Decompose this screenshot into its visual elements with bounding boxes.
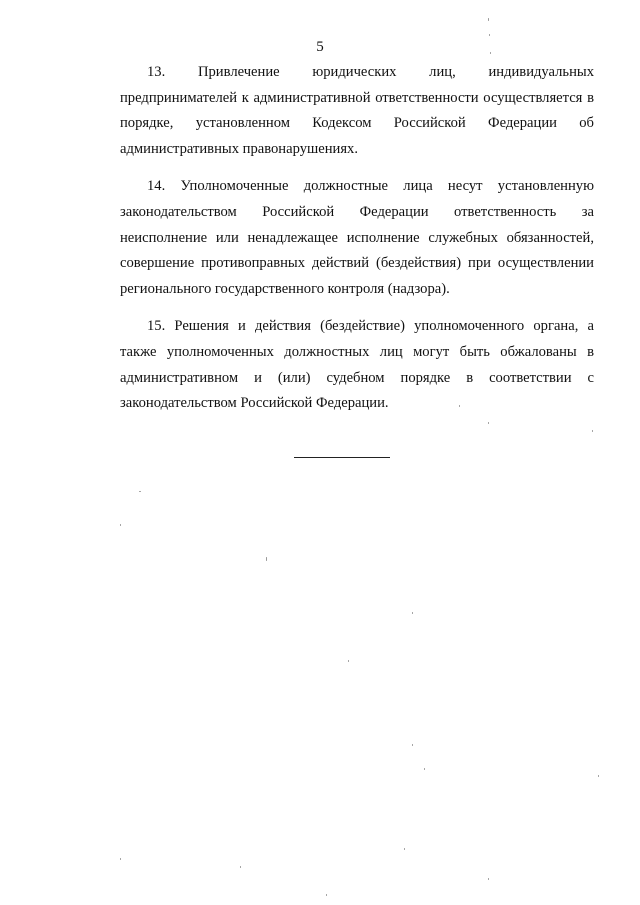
scan-speck [348, 660, 349, 662]
scan-speck [139, 491, 141, 492]
scan-speck [489, 34, 490, 36]
scan-speck [404, 848, 405, 850]
scan-speck [424, 768, 425, 770]
scan-speck [120, 524, 121, 526]
scan-speck [488, 422, 489, 424]
page-number: 5 [316, 39, 324, 55]
scan-speck [598, 775, 599, 777]
scan-speck [412, 612, 413, 614]
scan-speck [120, 858, 121, 860]
end-separator-line [294, 457, 390, 458]
paragraph-13: 13. Привлечение юридических лиц, индивидуальных предпринимателей к административной ответственности осуществляется в порядке, установленном Кодексом Российской Федерации об административных правонарушениях. [120, 64, 594, 157]
scan-speck [592, 430, 593, 432]
paragraph-15: 15. Решения и действия (бездействие) уполномоченного органа, а также уполномоченных должностных лиц могут быть обжалованы в административном и (или) судебном порядке в соответствии с законодательством Российской Федерации. [120, 318, 594, 412]
scan-speck [326, 894, 327, 896]
scan-speck [490, 52, 491, 54]
paragraph-14: 14. Уполномоченные должностные лица несут установленную законодательством Российской Федерации ответственность за неисполнение или ненадлежащее исполнение служебных обязанностей, совершение противоправных действий (бездействия) при осуществлении регионального государственного контроля (надзора). [120, 178, 594, 297]
scan-speck [266, 557, 267, 561]
scan-speck [240, 866, 241, 868]
scan-speck [488, 878, 489, 880]
scan-speck [488, 18, 489, 21]
document-body [120, 60, 594, 429]
scan-speck [459, 405, 460, 407]
scan-speck [412, 744, 413, 746]
